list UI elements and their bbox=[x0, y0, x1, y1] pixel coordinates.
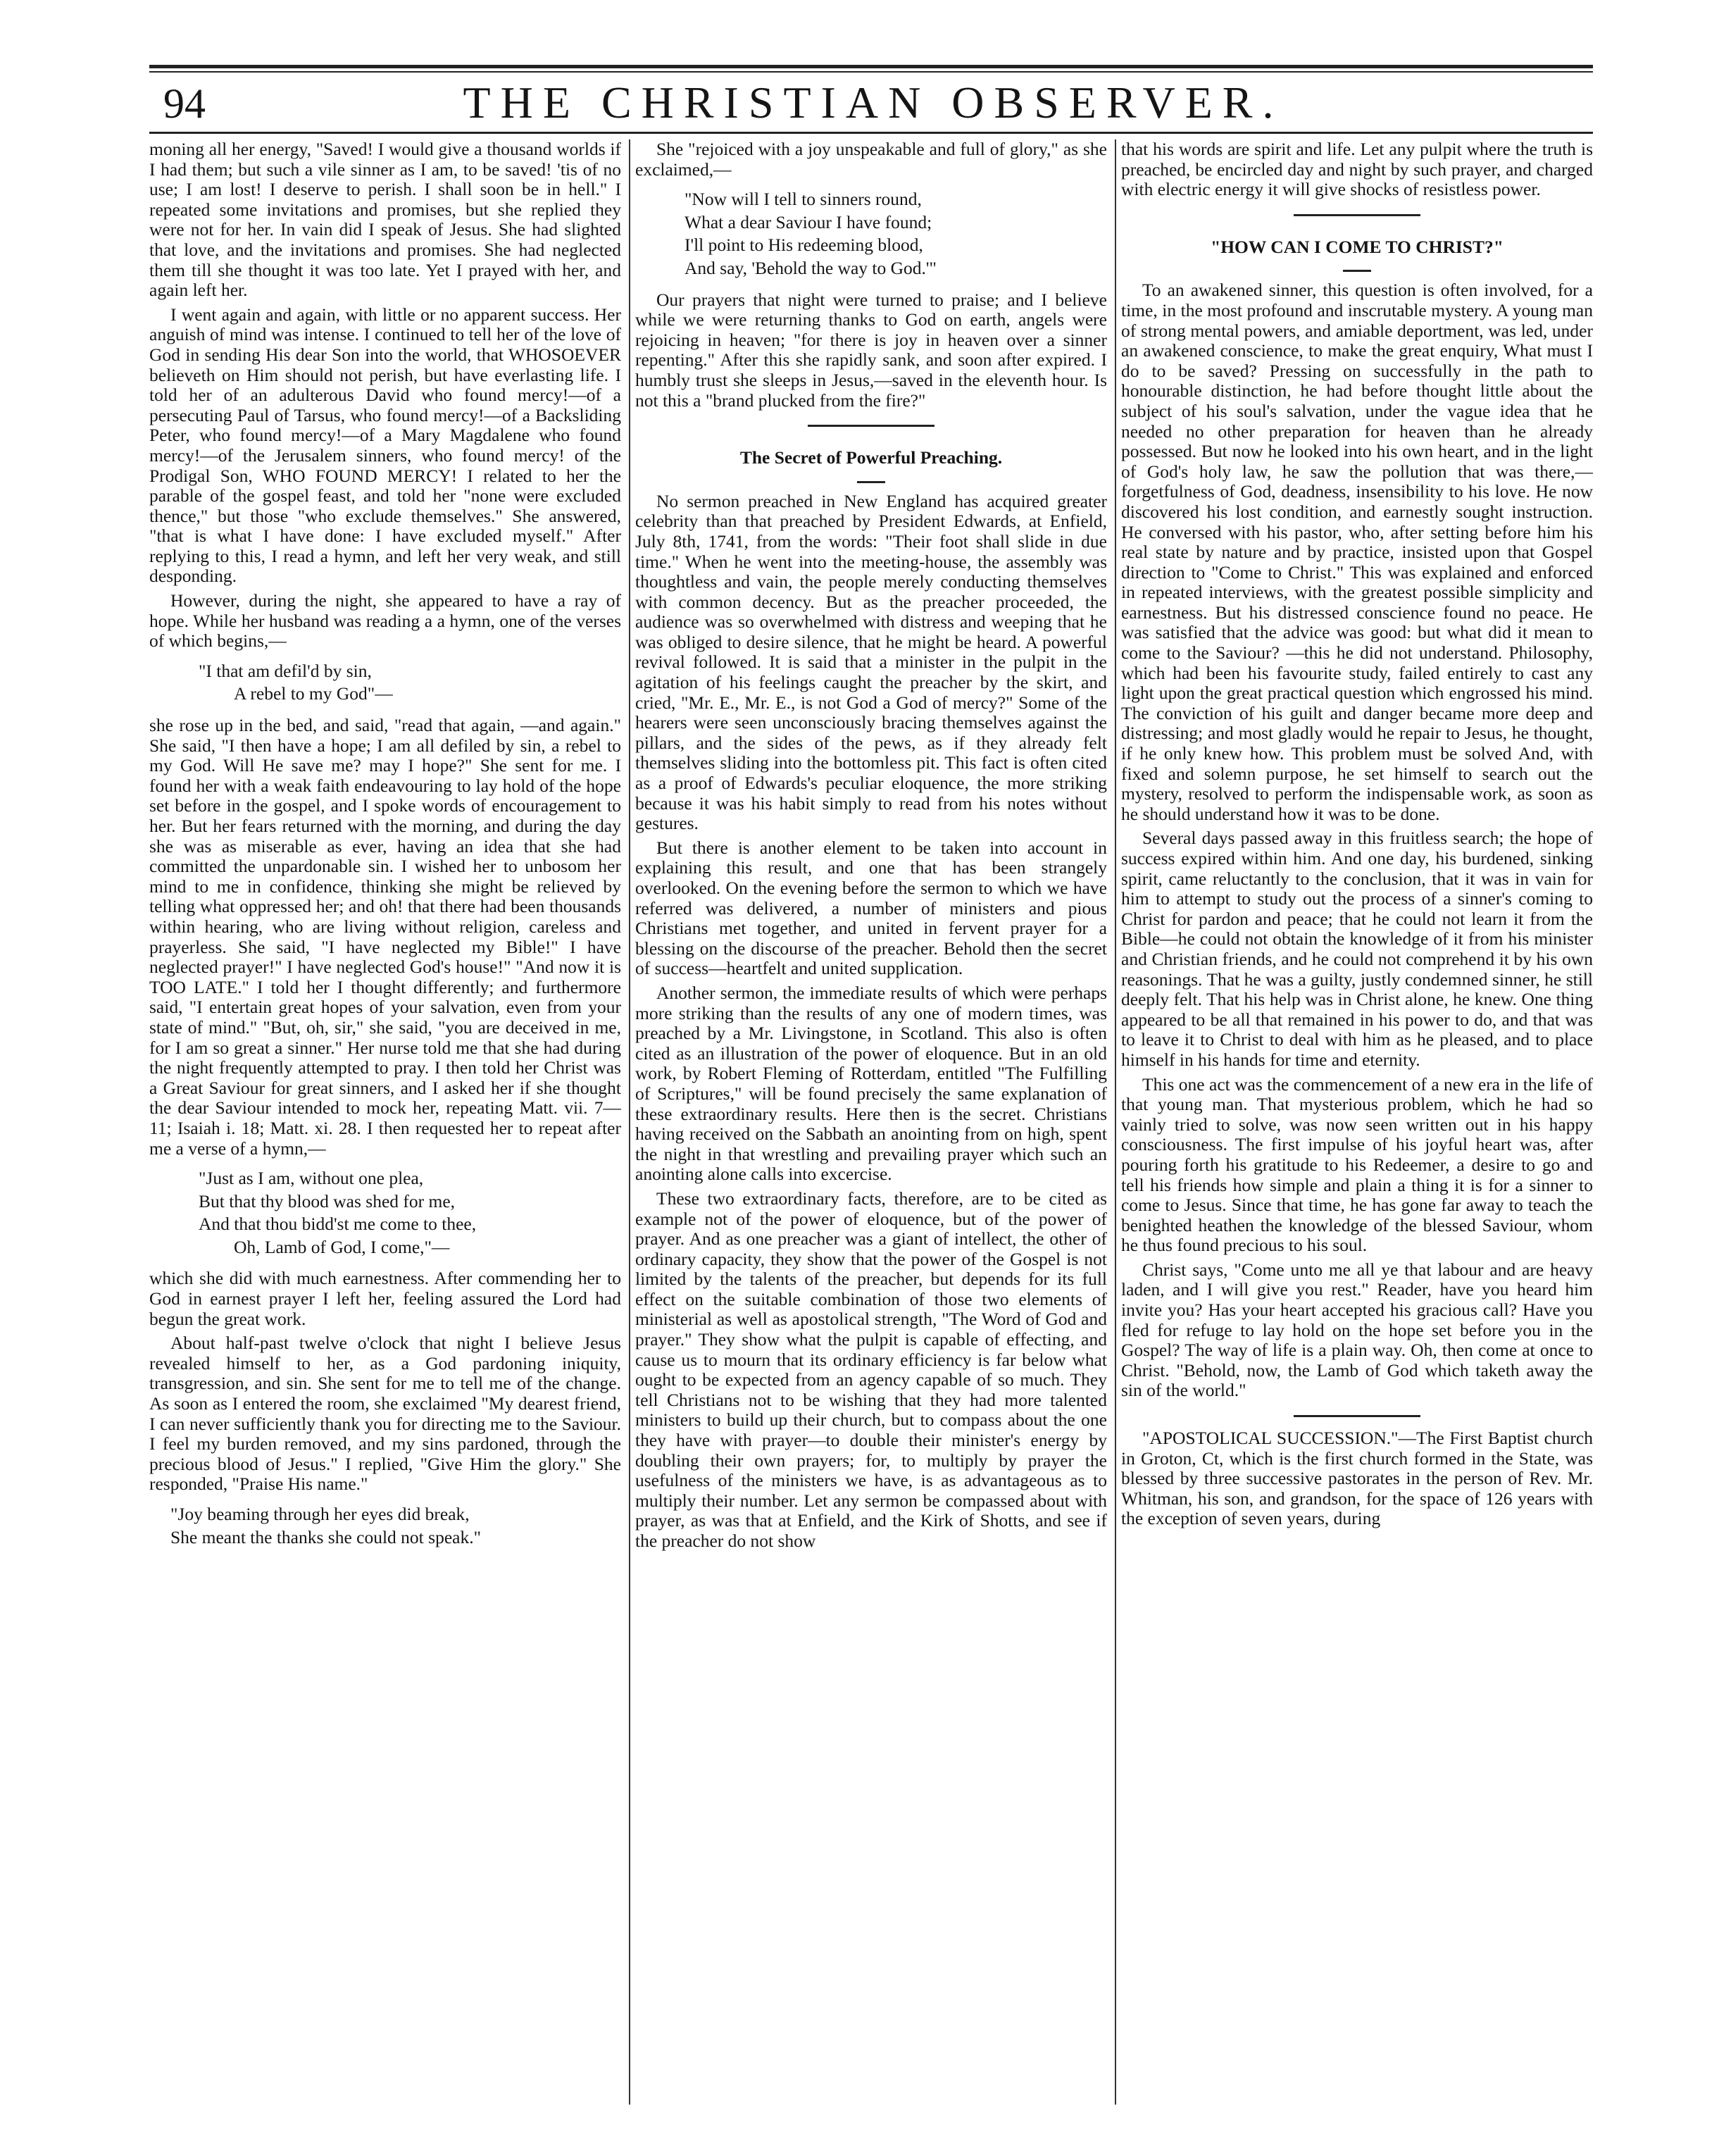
verse-line: But that thy blood was shed for me, bbox=[199, 1190, 456, 1211]
verse-line: "I that am defil'd by sin, bbox=[199, 660, 372, 681]
paragraph: To an awakened sinner, this question is often involved, for a time, in the most profound and inscrutable mystery. A young man of strong mental powers, and amiable deportment, was led, under an awakened conscience, to make the great enquiry, What must I do to be saved? Pressing on successfully in the path to honourable distinction, he had before thought little about the subject of his soul's salvation, under the vague idea that he needed no other preparation for heaven than he already possessed. But now he looked into his own heart, and in the light of God's holy law, he saw the pollution that was there,—forgetfulness of God, deadness, insensibility to his love. He now discovered his lost condition, and earnestly sought instruction. He conversed with his pastor, who, after setting before him his real state by nature and by practice, insisted upon that Gospel direction to "Come to Christ." This was explained and enforced in repeated interviews, with the greatest possible simplicity and earnestness. But his distressed conscience found no peace. He was satisfied that the advice was good: but what did it mean to come to the Saviour? —this he did not understand. Philosophy, which had been his favourite study, failed entirely to cast any light upon the great practical question which engrossed his mind. The conviction of his guilt and danger became more deep and distressing; and most gladly would he repair to Jesus, he thought, if he only knew how. This problem must be solved And, with fixed and solemn purpose, he set himself to search out the mystery, resolved to perform the indispensable work, as soon as he should understand how it was to be done. bbox=[1121, 280, 1593, 824]
paragraph: Our prayers that night were turned to praise; and I believe while we were returning thanks to God on earth, angels were rejoicing in heaven; "for there is joy in heaven over a sinner repenting." After this she rapidly sank, and soon after expired. I humbly trust she sleeps in Jesus,—saved in the eleventh hour. Is not this a "brand plucked from the fire?" bbox=[635, 289, 1107, 411]
paragraph: she rose up in the bed, and said, "read that again, —and again." She said, "I then have a hope; I am all defiled by sin, a rebel to my God. Will He save me? may I hope?" She sent for me. I found her with a weak faith endeavouring to lay hold of the hope set before in the gospel, and I spoke words of encouragement to her. But her fears returned with the morning, and during the day she was as miserable as ever, having an idea that she had committed the unpardonable sin. I wished her to unbosom her mind to me in confidence, thinking she might be relieved by telling what oppressed her; and oh! that there had been thousands within hearing, who are living without religion, careless and prayerless. She said, "I have neglected my Bible!" I have neglected prayer!" I have neglected God's house!" "And now it is TOO LATE." I told her I thought differently; and furthermore said, "I entertain great hopes of your salvation, even from your state of mind." "But, oh, sir," she said, "you are deceived in me, for I am so great a sinner." Her nurse told me that she had during the night frequently attempted to pray. I then told her Christ was a Great Saviour for great sinners, and I asked her if she thought the dear Saviour intended to mock her, repeating Matt. vii. 7—11; Isaiah i. 18; Matt. xi. 28. I then requested her to repeat after me a verse of a hymn,— bbox=[149, 715, 621, 1159]
verse-line: And that thou bidd'st me come to thee, bbox=[199, 1214, 477, 1235]
paragraph: No sermon preached in New England has acquired greater celebrity than that preached by President Edwards, at Enfield, July 8th, 1741, from the words: "Their foot shall slide in due time." When he went into the meeting-house, the assembly was thoughtless and vain, the people merely conducting themselves with common decency. But as the preacher proceeded, the audience was so overwhelmed with distress and weeping that he was obliged to desire silence, that he might be heard. A powerful revival followed. It is said that a minister in the pulpit in the agitation of his feelings caught the preacher by the skirt, and cried, "Mr. E., Mr. E., is not God a God of mercy?" Some of the hearers were seen unconsciously bracing themselves against the pillars, and the sides of the pews, as if they already felt themselves sliding into the bottomless pit. This fact is often cited as a proof of Edwards's peculiar eloquence, the more striking because it was his habit simply to read from his notes without gestures. bbox=[635, 490, 1107, 834]
top-rule bbox=[149, 65, 1593, 68]
paragraph: I went again and again, with little or no apparent success. Her anguish of mind was intense. I continued to tell her of the love of God in sending His dear Son into the world, that WHOSOEVER believeth on Him should not perish, but have everlasting life. I told her of an adulterous David who found mercy!—of a persecuting Paul of Tarsus, who found mercy!—of a Backsliding Peter, who found mercy!—of a Mary Magdalene who found mercy!—of the Jerusalem sinners, who found mercy! of the Prodigal Son, WHO FOUND MERCY! I related to her the parable of the gospel feast, and told her "none were excluded thence," but those "who exclude themselves." She answered, "that is what I have done: I have excluded myself." After replying to this, I read a hymn, and left her very weak, and still desponding. bbox=[149, 304, 621, 587]
paragraph: Several days passed away in this fruitless search; the hope of success expired within him. And one day, his burdened, sinking spirit, came reluctantly to the conclusion, that it was in vain for him to attempt to study out the process of a sinner's coming to Christ for pardon and peace; that he could not learn it from the Bible—he could not obtain the knowledge of it from his minister and Christian friends, and he could not comprehend it by his own reasonings. That he was a guilty, justly condemned sinner, he still deeply felt. That his help was in Christ alone, he knew. One thing appeared to be all that remained in his power to do, and that was to leave it to Christ to deal with him as he pleased, and to place himself in his hands for time and eternity. bbox=[1121, 828, 1593, 1070]
verse-line: And say, 'Behold the way to God.'" bbox=[685, 257, 937, 278]
paragraph: moning all her energy, "Saved! I would give a thousand worlds if I had them; but such a vile sinner as I am, to be saved! 'tis of no use; I am lost! I deserve to perish. I shall soon be in hell." I repeated some invitations and promises, but she replied they were not for her. In vain did I speak of Jesus. She had slighted that love, and the invitations and promises. She had neglected them till she thought it was too late. Yet I prayed with her, and again left her. bbox=[149, 139, 621, 301]
section-divider bbox=[808, 425, 934, 427]
journal-title: THE CHRISTIAN OBSERVER. bbox=[463, 77, 1284, 127]
verse-line: "Joy beaming through her eyes did break, bbox=[170, 1504, 470, 1524]
column-3 bbox=[1121, 139, 1593, 2112]
verse-line: She meant the thanks she could not speak." bbox=[170, 1526, 481, 1547]
verse-line: "Just as I am, without one plea, bbox=[199, 1168, 424, 1189]
article-heading: The Secret of Powerful Preaching. bbox=[739, 447, 1003, 468]
verse-line: What a dear Saviour I have found; bbox=[685, 211, 932, 232]
heading-dash bbox=[857, 481, 885, 483]
page-number: 94 bbox=[163, 80, 206, 127]
hymn-verse bbox=[199, 661, 621, 704]
paragraph: But there is another element to be taken into account in explaining this result, and one that has been strangely overlooked. On the evening before the sermon to which we have referred was delivered, a number of ministers and pious Christians met together, and united in fervent prayer for a blessing on the discourse of the preacher. Behold then the secret of success—heartfelt and united supplication. bbox=[635, 837, 1107, 979]
column-divider bbox=[629, 139, 630, 2105]
paragraph: She "rejoiced with a joy unspeakable and full of glory," as she exclaimed,— bbox=[635, 139, 1107, 180]
column-divider bbox=[1115, 139, 1116, 2105]
paragraph: About half-past twelve o'clock that night I believe Jesus revealed himself to her, as a God pardoning iniquity, transgression, and sin. She sent for me to tell me of the change. As soon as I entered the room, she exclaimed "My dearest friend, I can never sufficiently thank you for directing me to the Saviour. I feel my burden removed, and my sins pardoned, through the precious blood of Jesus." I replied, "Give Him the glory." She responded, "Praise His name." bbox=[149, 1333, 621, 1495]
hymn-verse bbox=[199, 1169, 621, 1257]
paragraph: These two extraordinary facts, therefore, are to be cited as example not of the power of eloquence, but of the power of prayer. And as one preacher was a giant of intellect, the other of ordinary capacity, they show that the power of the Gospel is not limited by the talents of the preacher, but depends for its full effect on the suitable combination of those two elements of ministerial as well as apostolical strength, "The Word of God and prayer." They show what the pulpit is capable of effecting, and cause us to mourn that its ordinary efficiency is far below what ought to be expected from an agency capable of so much. They tell Christians not to be wishing that they had more talented ministers to build up their church, but to compass about the one they have with prayer—to double their minister's energy by doubling their own prayers; for, to multiply by prayer the usefulness of the ministers we have, is as advantageous as to multiply their number. Let any sermon be compassed about with prayer, as was that at Enfield, and the Kirk of Shotts, and see if the preacher do not show bbox=[635, 1188, 1107, 1551]
header-rule bbox=[149, 132, 1593, 134]
column-1 bbox=[149, 139, 621, 2112]
article-heading: "HOW CAN I COME TO CHRIST?" bbox=[1211, 236, 1504, 257]
verse-line: Oh, Lamb of God, I come,"— bbox=[234, 1236, 450, 1257]
heading-dash bbox=[1343, 270, 1371, 272]
section-divider bbox=[1294, 1415, 1420, 1417]
paragraph: which she did with much earnestness. After commending her to God in earnest prayer I left her, feeling assured the Lord had begun the great work. bbox=[149, 1268, 621, 1329]
section-divider bbox=[1294, 214, 1420, 216]
paragraph: that his words are spirit and life. Let any pulpit where the truth is preached, be encircled day and night by such prayer, and charged with electric energy it will give shocks of resistless power. bbox=[1121, 139, 1593, 200]
paragraph: This one act was the commencement of a new era in the life of that young man. That mysterious problem, which he had so vainly tried to solve, was now seen written out in his happy consciousness. The first impulse of his joyful heart was, after pouring forth his gratitude to his Redeemer, a desire to go and tell his friends how simple and plain a thing it is for a sinner to come to Jesus. Since that time, he has gone far away to teach the benighted heathen the knowledge of the blessed Saviour, whom he thus found precious to his soul. bbox=[1121, 1073, 1593, 1256]
verse-line: "Now will I tell to sinners round, bbox=[685, 189, 922, 210]
couplet bbox=[170, 1504, 621, 1547]
column-2 bbox=[635, 139, 1107, 2112]
verse-line: A rebel to my God"— bbox=[234, 683, 393, 704]
hymn-verse bbox=[685, 189, 1107, 278]
top-rule-thin bbox=[149, 71, 1593, 73]
paragraph: Christ says, "Come unto me all ye that labour and are heavy laden, and I will give you rest." Reader, have you heard him invite you? Has your heart accepted his gracious call? Have you fled for refuge to lay hold on the hope set before you in the Gospel? The way of life is a plain way. Oh, then come at once to Christ. "Behold, now, the Lamb of God which taketh away the sin of the world." bbox=[1121, 1259, 1593, 1401]
paragraph: "APOSTOLICAL SUCCESSION."—The First Baptist church in Groton, Ct, which is the first church formed in the State, was blessed by three successive pastorates in the person of Rev. Mr. Whitman, his son, and grandson, for the space of 126 years with the exception of seven years, during bbox=[1121, 1428, 1593, 1529]
paragraph: Another sermon, the immediate results of which were perhaps more striking than the results of any one of modern times, was preached by a Mr. Livingstone, in Scotland. This also is often cited as an illustration of the power of eloquence. But in an old work, by Robert Fleming of Rotterdam, entitled "The Fulfilling of Scriptures," will be found precisely the same explanation of these extraordinary results. Here then is the secret. Christians having received on the Sabbath an anointing from on high, spent the night in that wrestling and prevailing prayer which such an anointing alone calls into excercise. bbox=[635, 982, 1107, 1185]
paragraph: However, during the night, she appeared to have a ray of hope. While her husband was reading a a hymn, one of the verses of which begins,— bbox=[149, 590, 621, 652]
verse-line: I'll point to His redeeming blood, bbox=[685, 235, 923, 256]
